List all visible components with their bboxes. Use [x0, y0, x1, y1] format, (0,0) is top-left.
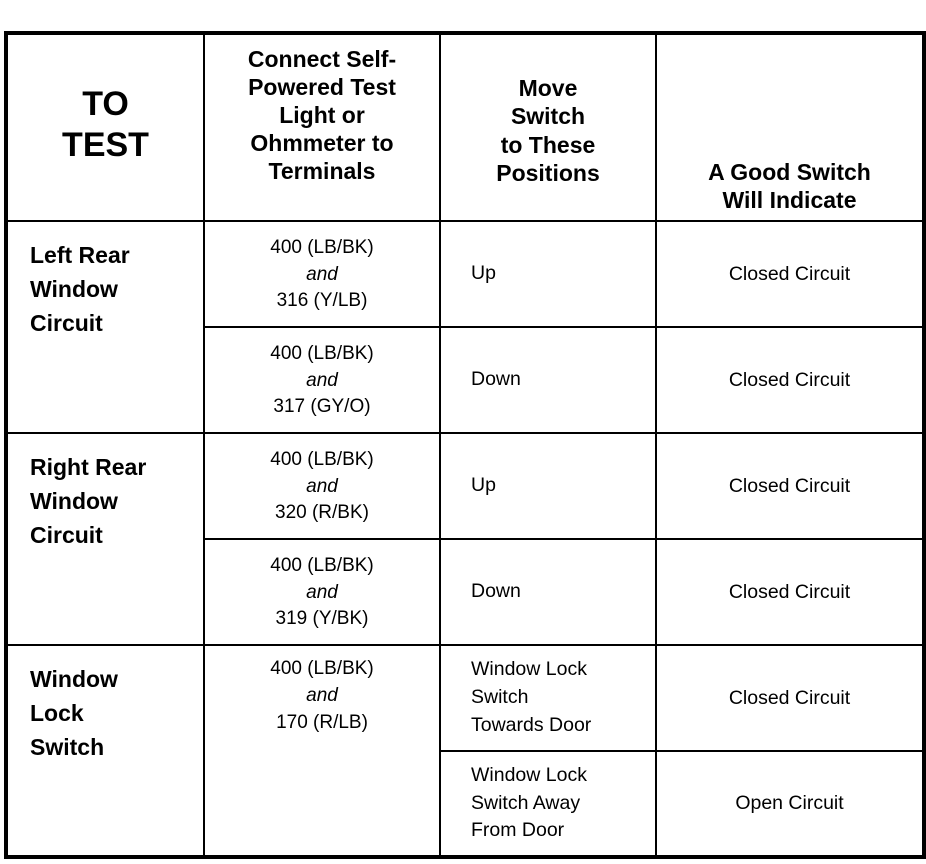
circuit-name-line: Circuit: [30, 522, 103, 549]
position-text: Up: [471, 474, 496, 497]
header-text: Positions: [496, 159, 600, 186]
header-text: to These: [500, 131, 596, 158]
header-text: Terminals: [268, 158, 376, 185]
circuit-window-lock-switch: [6, 645, 204, 857]
terminal-b: 320 (R/BK): [275, 502, 369, 524]
terminal-b: 319 (Y/BK): [275, 608, 369, 630]
circuit-name-line: Window: [30, 666, 118, 692]
circuit-name-line: Left Rear: [30, 242, 130, 268]
circuit-name-line: Window: [30, 488, 118, 515]
position-text: Towards Door: [471, 713, 592, 736]
and-word: and: [306, 684, 338, 706]
header-good-switch: [656, 33, 924, 221]
terminal-b: 170 (R/LB): [276, 711, 368, 733]
header-row: [6, 33, 924, 221]
circuit-name-line: Lock: [30, 700, 84, 727]
position-text: From Door: [471, 819, 565, 842]
indicate-cell: Closed Circuit: [656, 539, 924, 645]
terminals-cell: [204, 539, 440, 645]
indicate-cell: Closed Circuit: [656, 645, 924, 751]
position-cell: [440, 221, 656, 327]
header-text: Will Indicate: [722, 186, 857, 213]
circuit-name-line: Right Rear: [30, 454, 147, 480]
and-word: and: [306, 475, 338, 497]
circuit-left-rear-window: [6, 221, 204, 433]
circuit-right-rear-window: [6, 433, 204, 645]
table-row: [6, 221, 924, 327]
circuit-name-line: Circuit: [30, 310, 103, 337]
terminal-a: 400 (LB/BK): [270, 554, 374, 576]
terminals-cell: [204, 221, 440, 327]
position-text: Down: [471, 368, 521, 391]
position-text: Window Lock: [471, 763, 587, 786]
circuit-name-line: Switch: [30, 734, 105, 761]
position-cell: [440, 327, 656, 433]
terminal-a: 400 (LB/BK): [270, 342, 374, 364]
position-text: Up: [471, 262, 496, 285]
terminal-a: 400 (LB/BK): [270, 448, 374, 470]
position-text: Switch Away: [471, 791, 581, 814]
terminal-b: 317 (GY/O): [273, 396, 371, 418]
position-cell: [440, 539, 656, 645]
switch-test-table: [4, 31, 926, 859]
indicate-cell: Closed Circuit: [656, 433, 924, 539]
terminal-a: 400 (LB/BK): [270, 236, 374, 258]
terminals-cell: [204, 433, 440, 539]
header-text: Switch: [510, 103, 586, 130]
header-text: Connect Self-: [247, 46, 397, 72]
indicate-cell: Closed Circuit: [656, 327, 924, 433]
position-cell: [440, 751, 656, 857]
header-text: Powered Test: [248, 74, 396, 101]
position-text: Window Lock: [471, 658, 587, 681]
table-row: [6, 645, 924, 751]
header-connect-terminals: [204, 33, 440, 221]
position-cell: [440, 645, 656, 751]
position-text: Switch: [471, 686, 529, 709]
position-cell: [440, 433, 656, 539]
header-text: TO: [82, 85, 129, 124]
terminal-a: 400 (LB/BK): [270, 658, 374, 679]
terminals-cell: [204, 645, 440, 857]
terminal-b: 316 (Y/LB): [276, 290, 368, 312]
header-text: Light or: [279, 102, 365, 129]
header-move-switch: [440, 33, 656, 221]
and-word: and: [306, 369, 338, 391]
header-text: Move: [518, 75, 578, 102]
header-text: TEST: [62, 125, 149, 164]
circuit-name-line: Window: [30, 276, 118, 303]
and-word: and: [306, 263, 338, 285]
and-word: and: [306, 581, 338, 603]
indicate-cell: Open Circuit: [656, 751, 924, 857]
position-text: Down: [471, 580, 521, 603]
header-text: A Good Switch: [708, 158, 871, 185]
table-row: [6, 433, 924, 539]
terminals-cell: [204, 327, 440, 433]
indicate-cell: Closed Circuit: [656, 221, 924, 327]
header-to-test: [6, 33, 204, 221]
header-text: Ohmmeter to: [250, 130, 394, 157]
